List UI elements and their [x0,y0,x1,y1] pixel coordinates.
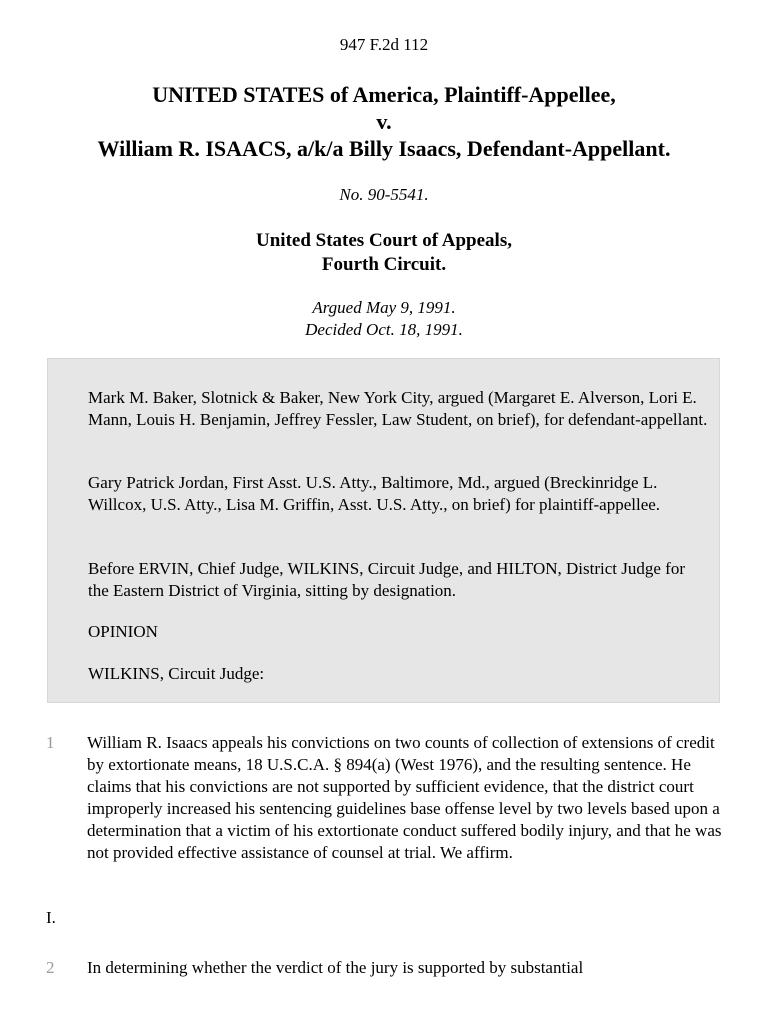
opinion-label: OPINION [88,622,158,641]
panel-judges: Before ERVIN, Chief Judge, WILKINS, Circuit Judge, and HILTON, District Judge for the Eastern District of Virginia, sitting by designation. [88,559,686,600]
caption-defendant: William R. ISAACS, a/k/a Billy Isaacs, Defendant-Appellant. [97,136,671,161]
appellee-counsel: Gary Patrick Jordan, First Asst. U.S. Atty., Baltimore, Md., argued (Breckinridge L. Willcox, U.S. Atty., Lisa M. Griffin, Asst. U.S. Atty., on brief) for plaintiff-appellee. [88,473,661,514]
case-citation: 947 F.2d 112 [339,35,429,54]
section-heading: I. [46,908,56,927]
paragraph-number: 2 [46,958,55,977]
paragraph-number: 1 [46,733,55,752]
caption-plaintiff: UNITED STATES of America, Plaintiff-Appellee, [152,82,616,107]
case-caption [0,81,768,162]
caption-versus: v. [376,109,392,134]
paragraph-text: In determining whether the verdict of the jury is supported by substantial [87,958,584,977]
decided-date: Decided Oct. 18, 1991. [305,320,463,339]
court-name [0,229,768,277]
paragraph-text: William R. Isaacs appeals his convictions on two counts of collection of extensions of credit by extortionate means, 18 U.S.C.A. § 894(a) (West 1976), and the resulting sentence. He claims that his convictions are not supported by sufficient evidence, that the district court improperly increased his sentencing guidelines base offense level by two levels based upon a determination that a victim of his extortionate conduct suffered bodily injury, and that he was not provided effective assistance of counsel at trial. We affirm. [87,733,722,862]
argued-date: Argued May 9, 1991. [312,298,456,317]
opinion-author: WILKINS, Circuit Judge: [88,664,265,683]
court-name-line2: Fourth Circuit. [321,254,447,275]
case-dates [0,297,768,341]
docket-number: No. 90-5541. [339,185,429,204]
appellant-counsel: Mark M. Baker, Slotnick & Baker, New York City, argued (Margaret E. Alverson, Lori E. Mann, Louis H. Benjamin, Jeffrey Fessler, Law Student, on brief), for defendant-appellant. [88,388,708,429]
court-name-line1: United States Court of Appeals, [256,230,512,251]
counsel-box [47,358,720,703]
